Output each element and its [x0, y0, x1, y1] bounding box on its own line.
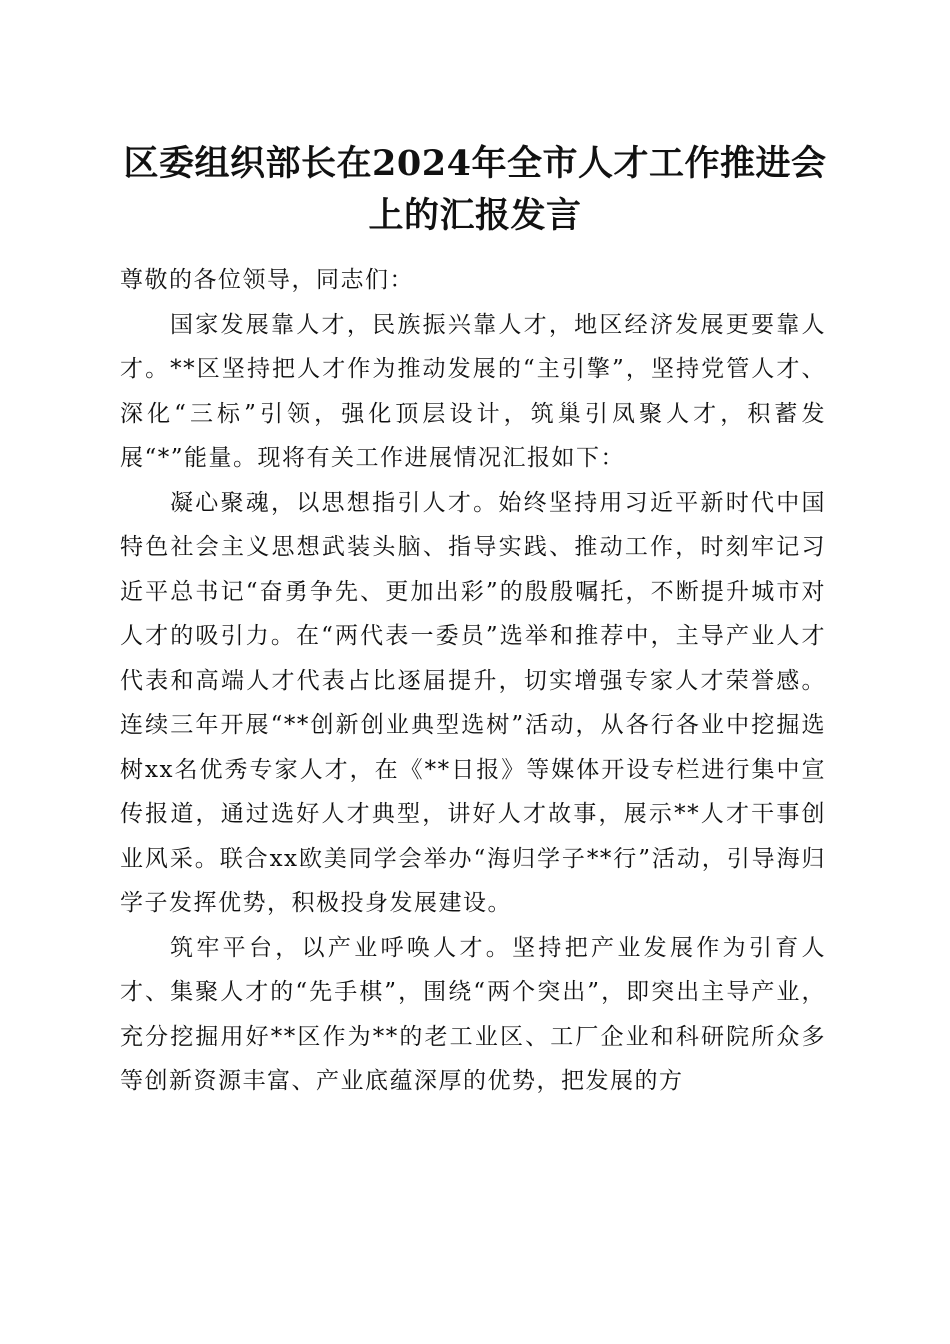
title-line-1: 区委组织部长在2024年全市人才工作推进会 [123, 143, 827, 184]
document-title [100, 138, 850, 242]
paragraph-ideology: 凝心聚魂，以思想指引人才。始终坚持用习近平新时代中国特色社会主义思想武装头脑、指导实践、推动工作，时刻牢记习近平总书记“奋勇争先、更加出彩”的殷殷嘱托，不断提升城市对人才的吸引力。在“两代表一委员”选举和推荐中，主导产业人才代表和高端人才代表占比逐届提升，切实增强专家人才荣誉感。连续三年开展“**创新创业典型选树”活动，从各行各业中挖掘选树xx名优秀专家人才，在《**日报》等媒体开设专栏进行集中宣传报道，通过选好人才典型，讲好人才故事，展示**人才干事创业风采。联合xx欧美同学会举办“海归学子**行”活动，引导海归学子发挥优势，积极投身发展建设。 [120, 489, 826, 916]
document-body [120, 258, 826, 1104]
title-line-2: 上的汇报发言 [368, 195, 582, 236]
paragraph-platform: 筑牢平台，以产业呼唤人才。坚持把产业发展作为引育人才、集聚人才的“先手棋”，围绕“两个突出”，即突出主导产业，充分挖掘用好**区作为**的老工业区、工厂企业和科研院所众多等创新资源丰富、产业底蕴深厚的优势，把发展的方 [120, 934, 826, 1094]
paragraph-intro: 国家发展靠人才，民族振兴靠人才，地区经济发展更要靠人才。**区坚持把人才作为推动发展的“主引擎”，坚持党管人才、深化“三标”引领，强化顶层设计，筑巢引凤聚人才，积蓄发展“*”能量。现将有关工作进展情况汇报如下： [120, 311, 826, 471]
salutation: 尊敬的各位领导，同志们： [120, 267, 414, 293]
